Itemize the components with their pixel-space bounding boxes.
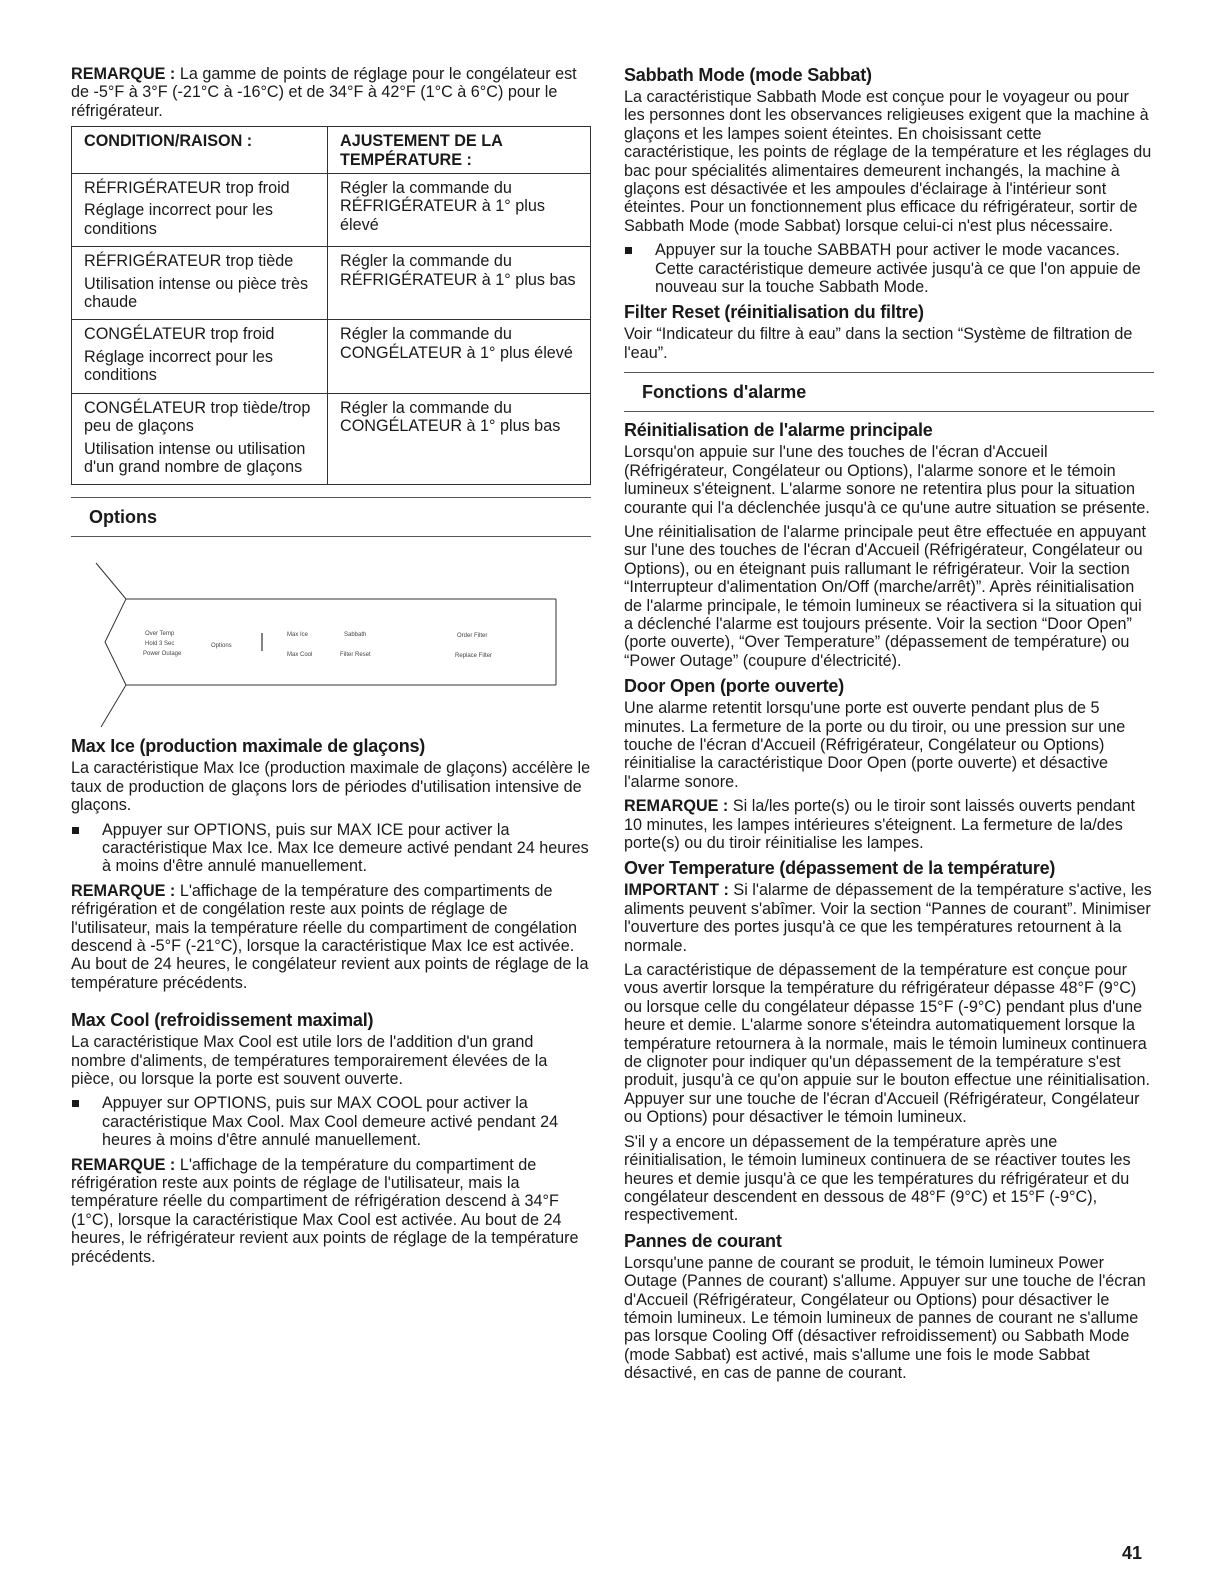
filter-reset-heading: Filter Reset (réinitialisation du filtre)	[624, 302, 924, 323]
sabbath-heading: Sabbath Mode (mode Sabbat)	[624, 65, 872, 85]
table-cell-condition: CONGÉLATEUR trop froid Réglage incorrect pour les conditions	[72, 320, 328, 393]
table-cell-adjustment: Régler la commande du CONGÉLATEUR à 1° plus élevé	[328, 320, 591, 393]
order-filter-label: Order Filter	[457, 633, 488, 640]
options-button[interactable]: Options	[211, 643, 232, 650]
page-number: 41	[1121, 1543, 1142, 1563]
power-outage-heading: Pannes de courant	[624, 1230, 782, 1251]
table-cell-condition: CONGÉLATEUR trop tiède/trop peu de glaçons Utilisation intense ou utilisation d'un grand nombre de glaçons	[72, 393, 328, 485]
options-section-band	[71, 497, 591, 537]
door-open-note: REMARQUE : Si la/les porte(s) ou le tiroir sont laissés ouverts pendant 10 minutes, les lampes intérieures s'éteignent. La fermeture de la/des porte(s) ou du tiroir réinitialise les lampes.	[624, 797, 1136, 852]
table-cell-adjustment: Régler la commande du CONGÉLATEUR à 1° plus bas	[328, 393, 591, 485]
max-ice-heading: Max Ice (production maximale de glaçons)	[71, 736, 426, 757]
table-header-row	[72, 127, 591, 174]
door-open-heading: Door Open (porte ouverte)	[624, 676, 845, 697]
max-ice-bullet: Appuyer sur OPTIONS, puis sur MAX ICE pour activer la caractéristique Max Ice. Max Ice demeure activé pendant 24 heures à moins d'être annulé manuellement.	[71, 821, 591, 876]
max-cool-bullet: Appuyer sur OPTIONS, puis sur MAX COOL pour activer la caractéristique Max Cool. Max Cool demeure activé pendant 24 heures à moins d'être annulé manuellement.	[71, 1094, 591, 1149]
sabbath-description: La caractéristique Sabbath Mode est conçue pour le voyageur ou pour les personnes dont les observances religieuses exigent que la machine à glaçons et les lampes soient éteintes. En choisissant cette caractéristique, les points de réglage de la température et les réglages du bac pour spécialités alimentaires demeurent inchangés, la machine à glaçons est désactivée et les ampoules d'éclairage à l'intérieur sont éteintes. Pour un fonctionnement plus efficace du réfrigérateur, sortir de Sabbath Mode (mode Sabbat) lorsque celui-ci n'est plus nécessaire.	[624, 88, 1152, 235]
table-header-condition: CONDITION/RAISON :	[72, 127, 328, 174]
filter-reset-description: Voir “Indicateur du filtre à eau” dans la section “Système de filtration de l'eau”.	[624, 325, 1133, 362]
power-outage-label: Power Outage	[143, 651, 182, 658]
over-temperature-important: IMPORTANT : Si l'alarme de dépassement de la température s'active, les aliments peuvent s'abîmer. Voir la section “Pannes de courant”. Minimiser l'ouverture des portes jusqu'à ce que les températures retournent à la normale.	[624, 881, 1152, 955]
max-ice-description: La caractéristique Max Ice (production maximale de glaçons) accélère le taux de production de glaçons lors de périodes d'utilisation intensive de glaçons.	[71, 759, 591, 815]
max-ice-note: REMARQUE : L'affichage de la température des compartiments de réfrigération et de congélation reste aux points de réglage de l'utilisateur, mais la température réelle du compartiment de congélation descend à -5°F (-21°C), lorsque la caractéristique Max Ice est activée. Au bout de 24 heures, le congélateur revient aux points de réglage de la température précédents.	[71, 881, 589, 992]
over-temperature-p3: S'il y a encore un dépassement de la température après une réinitialisation, le témoin lumineux continuera de se réactiver toutes les heures et demie jusqu'à ce que les températures du réfrigérateur et du congélateur descendent en dessous de 48°F (9°C) et 15°F (-9°C), respectivement.	[624, 1132, 1131, 1225]
note-setpoint-range: REMARQUE : La gamme de points de réglage pour le congélateur est de -5°F à 3°F (-21°C à -16°C) et de 34°F à 42°F (1°C à 6°C) pour le réfrigérateur.	[71, 65, 577, 120]
table-row	[72, 174, 591, 247]
max-cool-heading: Max Cool (refroidissement maximal)	[71, 1010, 374, 1031]
table-cell-adjustment: Régler la commande du RÉFRIGÉRATEUR à 1° plus élevé	[328, 174, 591, 247]
temperature-adjustment-table	[71, 126, 591, 485]
table-header-adjustment: AJUSTEMENT DE LA TEMPÉRATURE :	[328, 127, 591, 174]
left-column	[71, 65, 591, 1272]
max-ice-button[interactable]: Max Ice	[287, 632, 309, 639]
sabbath-bullet: Appuyer sur la touche SABBATH pour activer le mode vacances. Cette caractéristique demeure activée jusqu'à ce que l'on appuie de nouveau sur la touche Sabbath Mode.	[624, 241, 1154, 296]
power-outage-description: Lorsqu'une panne de courant se produit, le témoin lumineux Power Outage (Pannes de courant) s'allume. Appuyer sur une touche de l'écran d'Accueil (Réfrigérateur, Congélateur ou Options) pour désactiver le témoin lumineux. Le témoin lumineux de pannes de courant ne s'allume pas lorsque Cooling Off (désactiver refroidissement) ou Sabbath Mode (mode Sabbat) est activé, mais s'allume une fois le mode Sabbat désactivé, en cas de panne de courant.	[624, 1253, 1146, 1383]
max-cool-note: REMARQUE : L'affichage de la température du compartiment de réfrigération reste aux points de réglage de l'utilisateur, mais la température réelle du compartiment de réfrigération descend à 34°F (1°C), lorsque la caractéristique Max Cool est activée. Au bout de 24 heures, le réfrigérateur revient aux points de réglage de la température précédents.	[71, 1155, 579, 1266]
table-row	[72, 320, 591, 393]
door-open-description: Une alarme retentit lorsqu'une porte est ouverte pendant plus de 5 minutes. La fermeture de la porte ou du tiroir, ou une pression sur une touche de l'écran d'Accueil (Réfrigérateur, Congélateur ou Options) réinitialise la caractéristique Door Open (porte ouverte) et désactive l'alarme sonore.	[624, 699, 1126, 791]
over-temp-label: Over Temp	[145, 631, 175, 638]
main-alarm-reset-p2: Une réinitialisation de l'alarme principale peut être effectuée en appuyant sur l'une des touches de l'écran d'Accueil (Réfrigérateur, Congélateur ou Options), ou en éteignant puis rallumant le réfrigérateur. Voir la section “Interrupteur d'alimentation On/Off (marche/arrêt)”. Après réinitialisation de l'alarme principale, le témoin lumineux se réactivera si la situation qui a déclenché l'alarme est toujours présente. Voir la section “Door Open” (porte ouverte), “Over Temperature” (dépassement de température) ou “Power Outage” (coupure d'électricité).	[624, 522, 1147, 670]
main-alarm-reset-heading: Réinitialisation de l'alarme principale	[624, 420, 933, 441]
options-section-title: Options	[89, 507, 157, 528]
hold-3-sec-label: Hold 3 Sec	[145, 641, 175, 648]
control-panel-illustration	[91, 557, 591, 732]
table-cell-condition: RÉFRIGÉRATEUR trop tiède Utilisation intense ou pièce très chaude	[72, 247, 328, 320]
table-row	[72, 247, 591, 320]
replace-filter-label: Replace Filter	[455, 653, 493, 660]
alarm-section-title: Fonctions d'alarme	[642, 382, 807, 403]
table-row	[72, 393, 591, 485]
max-cool-description: La caractéristique Max Cool est utile lors de l'addition d'un grand nombre d'aliments, de températures temporairement élevées de la pièce, ou lorsque la porte est souvent ouverte.	[71, 1033, 548, 1088]
filter-reset-button[interactable]: Filter Reset	[340, 652, 371, 659]
table-cell-adjustment: Régler la commande du RÉFRIGÉRATEUR à 1° plus bas	[328, 247, 591, 320]
max-cool-button[interactable]: Max Cool	[287, 652, 313, 659]
table-cell-condition: RÉFRIGÉRATEUR trop froid Réglage incorrect pour les conditions	[72, 174, 328, 247]
over-temperature-heading: Over Temperature (dépassement de la température)	[624, 858, 1056, 879]
right-column	[624, 65, 1154, 1389]
sabbath-button[interactable]: Sabbath	[344, 632, 367, 639]
alarm-section-band	[624, 372, 1154, 412]
over-temperature-p2: La caractéristique de dépassement de la température est conçue pour vous avertir lorsque la température du réfrigérateur dépasse 48°F (9°C) ou lorsque celle du congélateur dépasse 15°F (-9°C) pendant plus d'une heure et demie. L'alarme sonore s'éteindra automatiquement lorsque la température retournera à la normale, mais le témoin lumineux continuera de clignoter pour indiquer qu'un dépassement de la température s'est produit, jusqu'à ce qu'on appuie sur le bouton effectue une réinitialisation. Appuyer sur une touche de l'écran d'Accueil (Réfrigérateur, Congélateur ou Options) pour désactiver le témoin lumineux.	[624, 961, 1151, 1127]
main-alarm-reset-p1: Lorsqu'on appuie sur l'une des touches de l'écran d'Accueil (Réfrigérateur, Congélateur ou Options), l'alarme sonore et le témoin lumineux s'éteignent. L'alarme sonore ne retentira plus pour la situation courante qui l'a déclenchée jusqu'à ce qu'une autre situation se présente.	[624, 443, 1150, 517]
